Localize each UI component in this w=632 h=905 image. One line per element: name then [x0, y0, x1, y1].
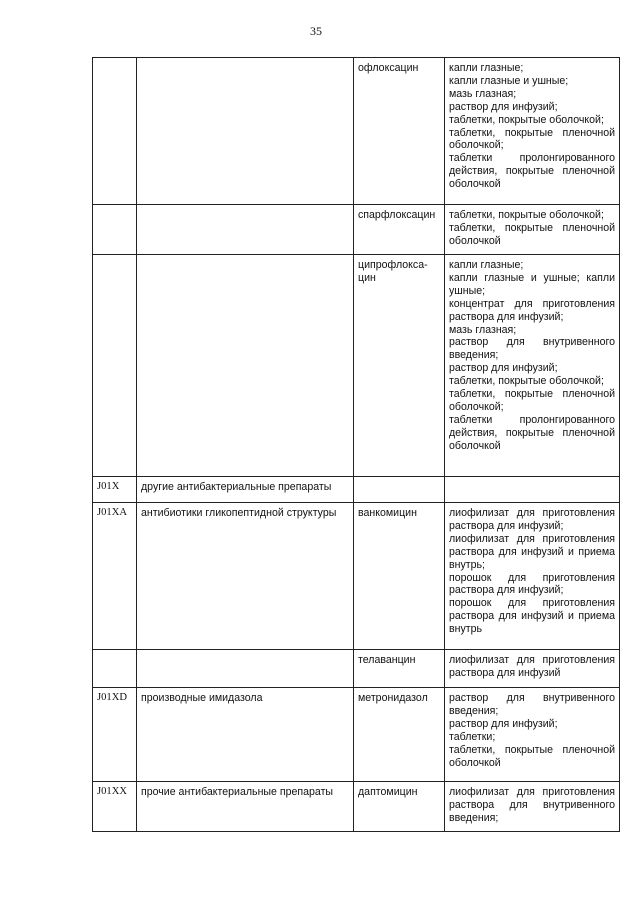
drug-table [92, 57, 620, 832]
dosage-form-item: лиофилизат для приготовления раствора для инфузий [449, 654, 615, 679]
dosage-form-item: раствор для внутривенного введения; [449, 336, 615, 362]
dosage-form-item: раствор для внутривенного введения; [449, 692, 615, 717]
dosage-form-item: таблетки пролонгированного действия, покрытые пленочной оболочкой [449, 413, 615, 452]
dosage-forms-cell [445, 503, 620, 650]
dosage-form-item: раствор для инфузий; [449, 717, 558, 730]
dosage-form-item: таблетки, покрытые пленочной оболочкой; [449, 126, 615, 152]
group-cell [137, 650, 354, 688]
atc-code-cell: J01XD [93, 688, 137, 782]
table-row [93, 58, 620, 205]
group-cell [137, 205, 354, 255]
dosage-forms-cell [445, 255, 620, 477]
dosage-form-item: лиофилизат для приготовления раствора для инфузий и приема внутрь; [449, 532, 615, 571]
dosage-form-item: капли глазные; [449, 259, 524, 271]
dosage-forms-cell [445, 205, 620, 255]
dosage-form-item: лиофилизат для приготовления раствора для внутривенного введения; [449, 786, 615, 824]
group-cell: производные имидазола [137, 688, 354, 782]
drug-name-cell: метронидазол [354, 688, 445, 782]
dosage-form-item: таблетки, покрытые оболочкой; [449, 375, 604, 388]
dosage-form-item: таблетки, покрытые пленочной оболочкой [449, 743, 615, 769]
group-cell: прочие антибактериальные препараты [137, 782, 354, 832]
atc-code-cell [93, 650, 137, 688]
drug-name-cell: офлоксацин [354, 58, 445, 205]
group-cell: другие антибактериальные препараты [137, 477, 354, 503]
dosage-forms-cell [445, 477, 620, 503]
dosage-form-item: мазь глазная; [449, 87, 517, 100]
dosage-form-item: мазь глазная; [449, 323, 517, 336]
dosage-form-item: таблетки, покрытые оболочкой; [449, 209, 604, 221]
drug-table-body [93, 58, 620, 832]
atc-code-cell: J01X [93, 477, 137, 503]
dosage-form-item: раствор для инфузий; [449, 362, 558, 375]
dosage-form-item: таблетки, покрытые пленочной оболочкой [449, 221, 615, 247]
group-cell [137, 255, 354, 477]
table-row [93, 255, 620, 477]
dosage-forms-cell [445, 650, 620, 688]
dosage-form-item: порошок для приготовления раствора для инфузий и приема внутрь [449, 597, 615, 636]
dosage-forms-cell [445, 58, 620, 205]
page-number: 35 [310, 24, 322, 38]
dosage-form-item: таблетки; [449, 730, 496, 743]
dosage-forms-cell [445, 782, 620, 832]
table-row [93, 503, 620, 650]
drug-name-cell: телаванцин [354, 650, 445, 688]
atc-code-cell [93, 255, 137, 477]
drug-name-cell: даптомицин [354, 782, 445, 832]
dosage-form-item: капли глазные и ушные; капли ушные; [449, 271, 615, 297]
drug-name-cell: ванкомицин [354, 503, 445, 650]
dosage-form-item: капли глазные; [449, 62, 524, 74]
atc-code-cell: J01XA [93, 503, 137, 650]
drug-name-cell [354, 255, 445, 477]
dosage-forms-cell [445, 688, 620, 782]
atc-code-cell: J01XX [93, 782, 137, 832]
atc-code-cell [93, 58, 137, 205]
table-row [93, 688, 620, 782]
table-row [93, 650, 620, 688]
dosage-form-item: порошок для приготовления раствора для инфузий; [449, 571, 615, 597]
table-row [93, 477, 620, 503]
dosage-form-item: таблетки пролонгированного действия, покрытые пленочной оболочкой [449, 152, 615, 191]
drug-name-cell [354, 477, 445, 503]
atc-code-cell [93, 205, 137, 255]
dosage-form-item: лиофилизат для приготовления раствора для инфузий; [449, 507, 615, 532]
drug-name: ципрофлокса- цин [358, 259, 428, 284]
dosage-form-item: таблетки, покрытые пленочной оболочкой; [449, 388, 615, 413]
table-row [93, 782, 620, 832]
dosage-form-item: раствор для инфузий; [449, 100, 558, 113]
dosage-form-item: капли глазные и ушные; [449, 74, 569, 87]
dosage-form-item: таблетки, покрытые оболочкой; [449, 113, 604, 126]
dosage-form-item: концентрат для приготовления раствора для инфузий; [449, 297, 615, 323]
drug-name-cell: спарфлоксацин [354, 205, 445, 255]
group-cell: антибиотики гликопептидной структуры [137, 503, 354, 650]
group-cell [137, 58, 354, 205]
table-row [93, 205, 620, 255]
